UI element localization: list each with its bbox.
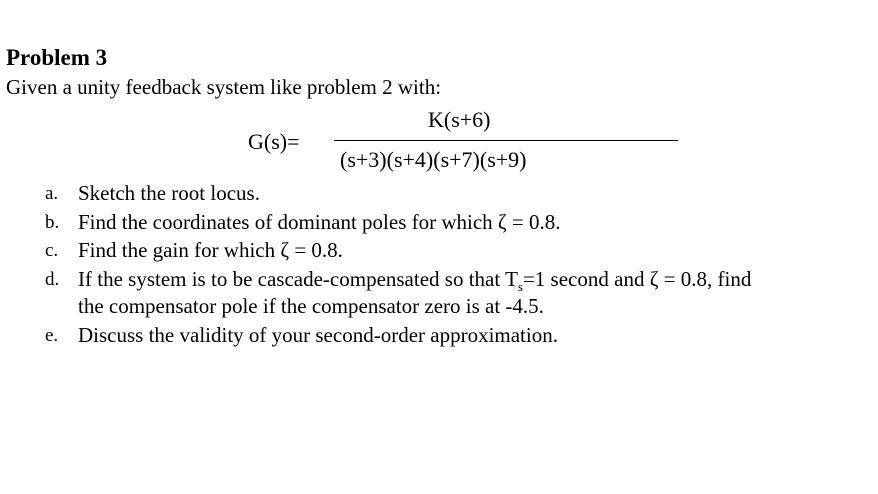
item-text-part: If the system is to be cascade-compensated so that T	[78, 267, 518, 291]
item-letter: d.	[45, 269, 60, 290]
item-letter: a.	[45, 183, 59, 204]
subscript-s: s	[517, 279, 523, 295]
item-text: Discuss the validity of your second-order approximation.	[78, 323, 558, 347]
item-letter: c.	[45, 240, 59, 261]
item-text: Find the gain for which ζ = 0.8.	[78, 238, 343, 262]
item-text-part: =1 second and ζ = 0.8, find	[522, 267, 752, 291]
equation-lhs: G(s)=	[248, 129, 300, 154]
item-text: Find the coordinates of dominant poles for which ζ = 0.8.	[78, 210, 561, 234]
item-text-continuation: the compensator pole if the compensator zero is at -4.5.	[78, 294, 544, 318]
item-letter: e.	[45, 325, 59, 346]
item-letter: b.	[45, 212, 60, 233]
equation-denominator: (s+3)(s+4)(s+7)(s+9)	[340, 147, 527, 172]
equation-numerator: K(s+6)	[428, 107, 491, 132]
problem-intro: Given a unity feedback system like problem 2 with:	[6, 75, 442, 99]
item-text: Sketch the root locus.	[78, 181, 260, 205]
fraction-bar	[334, 140, 678, 141]
problem-title: Problem 3	[6, 45, 108, 70]
transfer-function-equation	[248, 104, 648, 184]
